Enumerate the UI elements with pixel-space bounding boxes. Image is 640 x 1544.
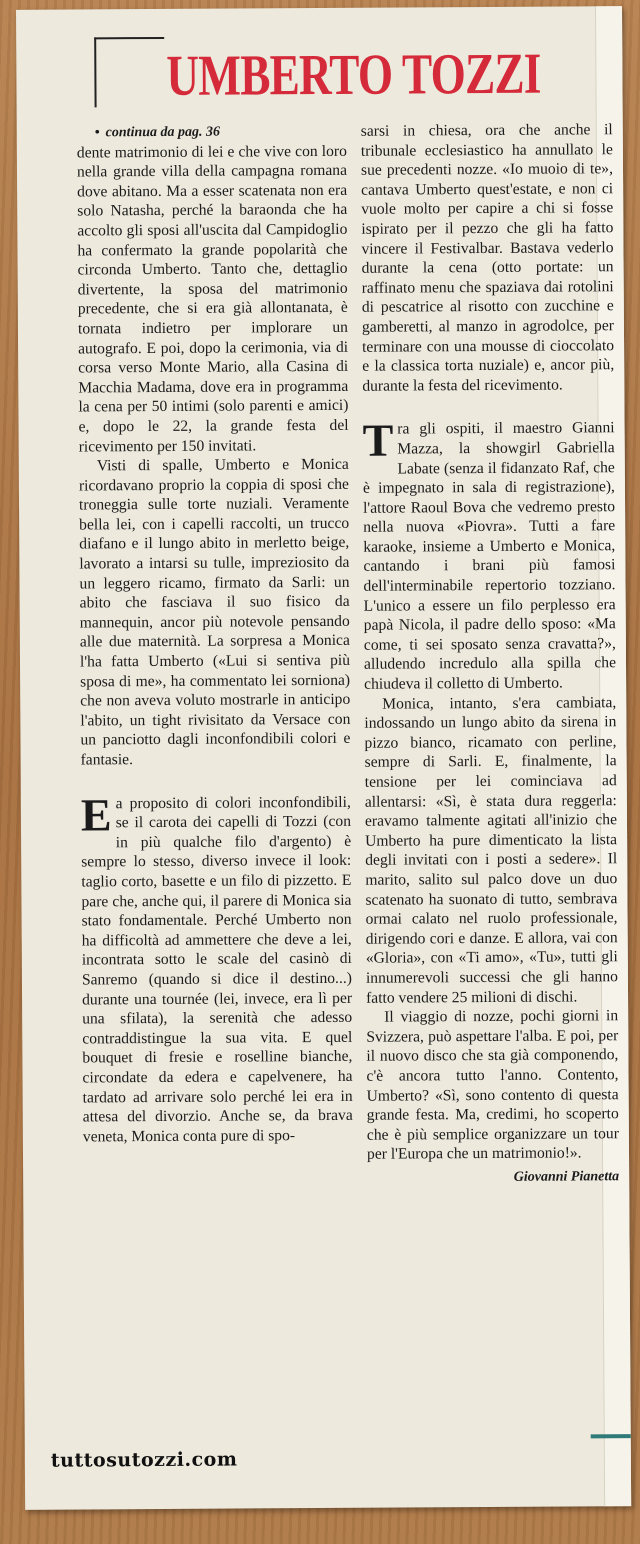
- spacer: [81, 768, 351, 794]
- headline-frame-top: [94, 37, 164, 39]
- bullet-icon: •: [94, 125, 100, 141]
- article-column-left: [77, 122, 353, 1147]
- accent-rule: [591, 1434, 631, 1438]
- article-headline: UMBERTO TOZZI: [166, 40, 541, 108]
- paragraph: dente matrimonio di lei e che vive con loro nella grande villa della campagna romana dove abitano. Ma a esser scatenata non era solo Natasha, perché la baraonda che ha accolto gli sposi all'uscita dal Campidoglio ha confermato la grande popolarità che circonda Umberto. Tanto che, dettaglio divertente, la sposa del matrimonio precedente, che si era già allontanata, è tornata indietro per implorare un autografo. E poi, dopo la cerimonia, via di corsa verso Monte Mario, alla Casina di Macchia Madama, dove era in programma la cena per 50 intimi (solo parenti e amici) e, dopo le 22, la grande festa del ricevimento per 150 invitati.: [76, 142, 349, 455]
- paragraph: Visti di spalle, Umberto e Monica ricordavano proprio la coppia di sposi che troneggia sulle torte nuziali. Veramente bella lei, con i capelli raccolti, un trucco diafano e il lungo abito in merletto beige, lavorato a intarsi su tulle, impreziosito da un leggero ricamo, firmato da Sarli: un abito che fasciava il suo fisico da mannequin, ancor più notevole pensando alle due maternità. La sorpresa a Monica l'ha fatta Umberto («Lui si sentiva più sposa di me», ha commentato lei sorniona) che non aveva voluto mostrarle in anticipo l'abito, un tight rivisitato da Versace con un panciotto dagli inconfondibili colori e fantasie.: [78, 455, 351, 769]
- paragraph-text: a proposito di colori inconfondibili, se il carota dei capelli di Tozzi (con in più qualche filo d'argento) è sempre lo stesso, diverso invece il look: taglio corto, basette e un filo di pizzetto. E pare che, anche qui, il parere di Monica sia stato fondamentale. Perché Umberto non ha difficoltà ad ammettere che deve a lei, incontrata sotto le scale del casinò di Sanremo (quando si dice il destino...) durante una tournée (lei, invece, era lì per una sfilata), la serenità che adesso contraddistingue la sua vita. E quel bouquet di fresie e roselline bianche, circondate da edera e capelvenere, ha tardato ad arrivare solo perché lei era in attesa del divorzio. Anche se, da brava veneta, Monica conta pure di spo-: [81, 793, 353, 1146]
- paragraph: Il viaggio di nozze, pochi giorni in Svizzera, può aspettare l'alba. E poi, per il nuovo disco che sta già componendo, c'è ancora tutto l'anno. Contento, Umberto? «Sì, sono contento di questa grande festa. Ma, credimi, ho scoperto che è più semplice organizzare un tour per l'Europa che un matrimonio!».: [366, 1007, 619, 1164]
- headline-frame-left: [94, 37, 96, 107]
- article-column-right: [361, 120, 620, 1188]
- paragraph: [362, 414, 617, 695]
- paragraph-text: ra gli ospiti, il maestro Gianni Mazza, la showgirl Gabriella Labate (senza il fidanzato Raf, che è impegnato in sala di registrazione), l'attore Raoul Bova che vedremo presto nella nuova «Piovra». Tutti a fare karaoke, insieme a Umberto e Monica, cantando i brani più famosi dell'interminabile repertorio tozziano. L'unico a essere un filo perplesso era papà Nicola, il padre dello sposo: «Ma come, ti sei sposato senza cravatta?», alludendo incredulo alla spilla che chiudeva il colletto di Umberto.: [362, 419, 617, 693]
- magazine-clipping: [16, 6, 631, 1510]
- drop-cap: T: [362, 414, 394, 467]
- continuation-text: continua da pag. 36: [105, 124, 221, 141]
- author-signature: Giovanni Pianetta: [513, 1169, 620, 1185]
- paragraph: [80, 788, 353, 1146]
- continuation-note: [77, 122, 347, 143]
- spacer: [362, 395, 614, 421]
- site-watermark: tuttosutozzi.com: [50, 1448, 238, 1472]
- paragraph: Monica, intanto, s'era cambiata, indossando un lungo abito da sirena in pizzo bianco, ricamato con perline, sempre di Sarli. E, finalmente, la tensione per lei cominciava ad allentarsi: «Sì, è stata dura reggerla: eravamo talmente agitati all'inizio che Umberto ha pure dimenticato la lista degli invitati con i posti a sedere». Il marito, salito sul palco dove un duo scatenato ha suonato di tutto, sembrava ormai calato nel ruolo professionale, dirigendo cori e danze. E allora, vai con «Gloria», con «Ti amo», «Tu», tutti gli innumerevoli successi che gli hanno fatto vendere 25 milioni di dischi.: [364, 693, 618, 1007]
- drop-cap: E: [80, 788, 112, 841]
- paragraph: sarsi in chiesa, ora che anche il tribunale ecclesiastico ha annullato le sue precedenti nozze. «Io muoio di te», cantava Umberto quest'estate, e non ci vuole molto per capire a chi si fosse ispirato per il pezzo che gli ha fatto vincere il Festivalbar. Bastava vederlo durante la cena (otto portate: un raffinato menu che spaziava dai rotolini di pescatrice al risotto con zucchine e gamberetti, al manzo in agrodolce, per terminare con una mousse di cioccolato e la classica torta nuziale) e, ancor più, durante la festa del ricevimento.: [360, 121, 615, 395]
